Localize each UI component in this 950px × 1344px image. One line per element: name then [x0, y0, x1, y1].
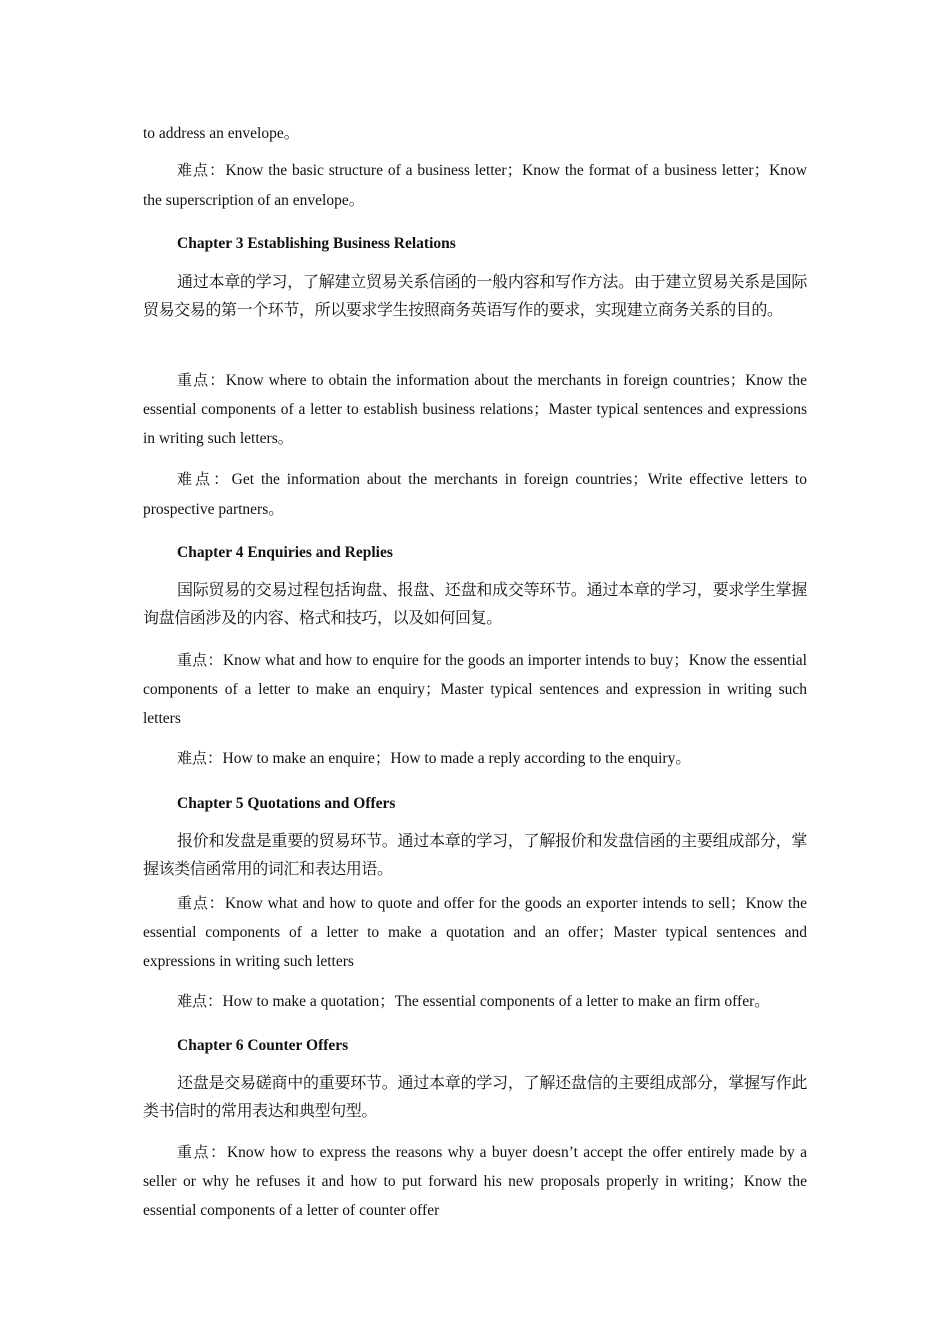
difficulty-label: 难点 — [177, 161, 209, 179]
ch5-intro-paragraph: 报价和发盘是重要的贸易环节。通过本章的学习，了解报价和发盘信函的主要组成部分，掌握该类信函常用的词汇和表达用语。 — [143, 831, 807, 878]
ch3-key-paragraph — [143, 366, 807, 453]
difficulty-label: 难点 — [177, 992, 208, 1010]
chapter-5-heading: Chapter 5 Quotations and Offers — [177, 795, 396, 812]
chapter-6-heading: Chapter 6 Counter Offers — [177, 1037, 349, 1054]
ch5-key-text: ：Know what and how to quote and offer for the goods an exporter intends to sell；Know the essential components of a letter to make a quotation and an offer；Master typical sentences and expressions in writing such letters — [143, 895, 807, 970]
chapter-3-heading: Chapter 3 Establishing Business Relations — [177, 235, 456, 252]
ch6-key-text: ：Know how to express the reasons why a buyer doesn’t accept the offer entirely made by a seller or why he refuses it and how to put forward his new proposals properly in writing；Know the essential components of a letter of counter offer — [143, 1144, 807, 1219]
key-label: 重点 — [177, 651, 208, 669]
ch4-key-paragraph — [143, 646, 807, 733]
ch3-intro-paragraph: 通过本章的学习，了解建立贸易关系信函的一般内容和写作方法。由于建立贸易关系是国际贸易交易的第一个环节，所以要求学生按照商务英语写作的要求，实现建立商务关系的目的。 — [143, 272, 807, 319]
ch6-intro-paragraph: 还盘是交易磋商中的重要环节。通过本章的学习，了解还盘信的主要组成部分，掌握写作此类书信时的常用表达和典型句型。 — [143, 1073, 807, 1120]
key-label: 重点 — [177, 1143, 210, 1161]
ch5-difficulty-paragraph — [143, 986, 807, 1017]
difficulty-label: 难点 — [177, 470, 214, 488]
key-label: 重点 — [177, 894, 209, 912]
ch5-difficulty-text: ：How to make a quotation；The essential components of a letter to make an firm offer。 — [207, 993, 770, 1010]
ch4-intro-paragraph: 国际贸易的交易过程包括询盘、报盘、还盘和成交等环节。通过本章的学习，要求学生掌握询盘信函涉及的内容、格式和技巧，以及如何回复。 — [143, 580, 807, 627]
ch2-difficulty-paragraph — [143, 155, 807, 216]
ch2-difficulty-text: ：Know the basic structure of a business letter；Know the format of a business letter；Know the superscription of an envelope。 — [143, 162, 807, 209]
document-page — [143, 0, 807, 1344]
ch4-key-text: ：Know what and how to enquire for the goods an importer intends to buy；Know the essential components of a letter to make an enquiry；Master typical sentences and expression in writing such letters — [143, 652, 807, 727]
ch5-key-paragraph — [143, 889, 807, 976]
key-label: 重点 — [177, 371, 210, 389]
ch4-difficulty-text: ：How to make an enquire；How to made a reply according to the enquiry。 — [207, 750, 691, 767]
difficulty-label: 难点 — [177, 749, 208, 767]
ch3-key-text: ：Know where to obtain the information about the merchants in foreign countries；Know the essential components of a letter to establish business relations；Master typical sentences and expressions in writing such letters。 — [143, 372, 807, 447]
ch6-key-paragraph — [143, 1138, 807, 1225]
ch3-difficulty-paragraph — [143, 464, 807, 525]
chapter-4-heading: Chapter 4 Enquiries and Replies — [177, 544, 393, 561]
ch3-difficulty-text: ：Get the information about the merchants in foreign countries；Write effective letters to prospective partners。 — [143, 471, 807, 518]
paragraph-continuation: to address an envelope。 — [143, 125, 300, 142]
ch4-difficulty-paragraph — [143, 743, 807, 774]
